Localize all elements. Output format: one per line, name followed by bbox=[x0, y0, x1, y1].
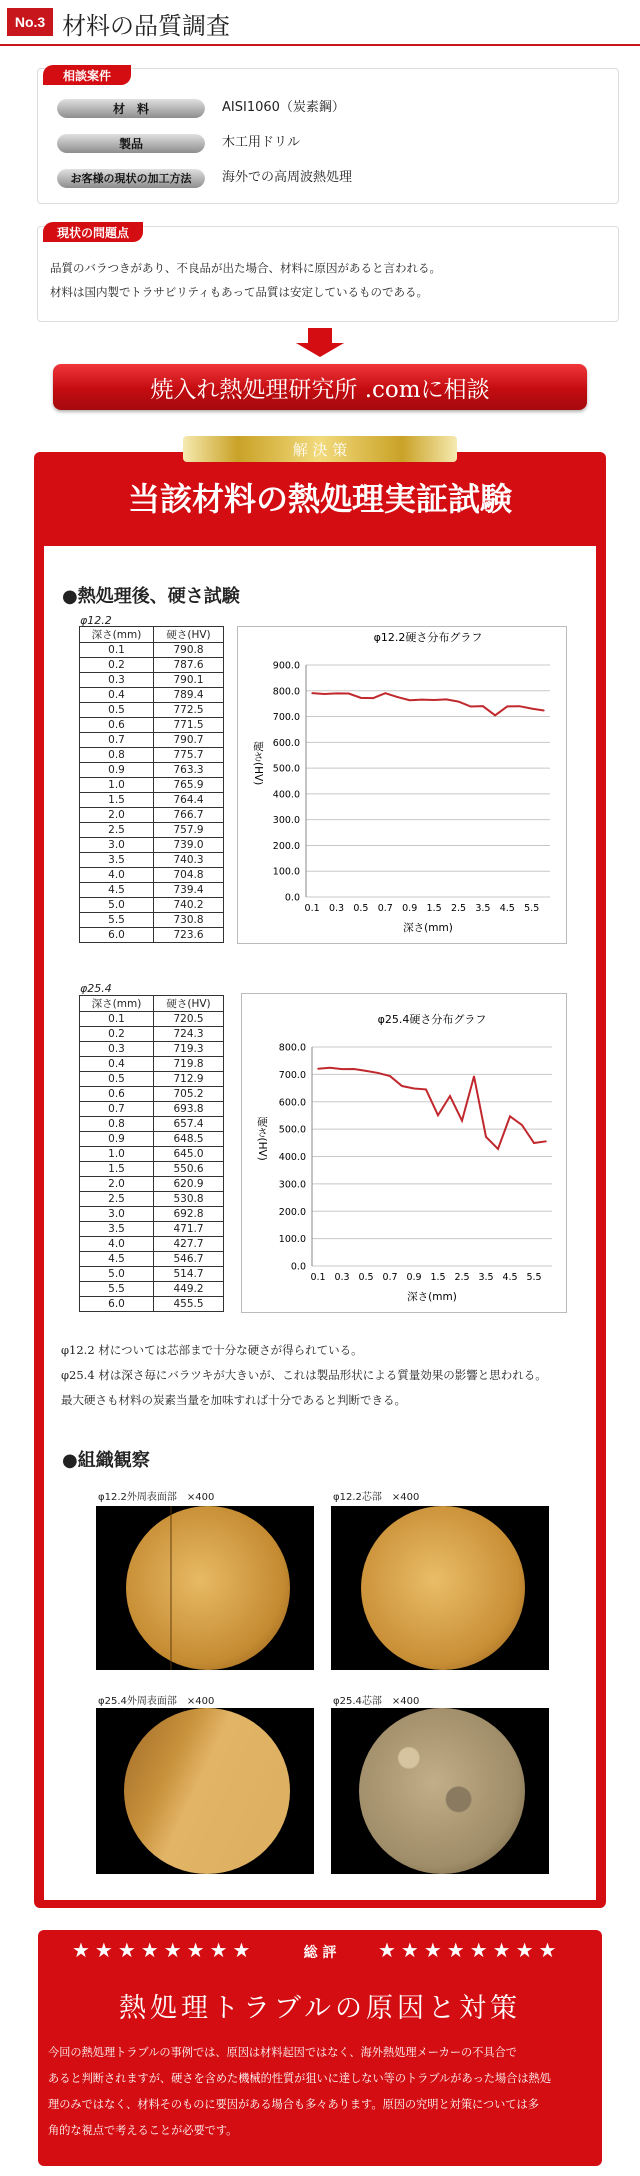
cell-depth: 2.5 bbox=[80, 1192, 154, 1207]
cell-hardness: 449.2 bbox=[154, 1282, 224, 1297]
y-tick-label: 600.0 bbox=[278, 1097, 306, 1109]
y-tick-label: 300.0 bbox=[278, 1179, 306, 1191]
cell-hardness: 427.7 bbox=[154, 1237, 224, 1252]
consult-label: 相談案件 bbox=[43, 65, 131, 85]
chart-phi25-svg bbox=[242, 994, 568, 1314]
data-point bbox=[446, 699, 448, 701]
data-point bbox=[365, 1070, 367, 1072]
y-tick-label: 200.0 bbox=[278, 1206, 306, 1218]
table-row bbox=[80, 1132, 224, 1147]
x-tick-label: 1.5 bbox=[426, 903, 442, 914]
table-row bbox=[80, 1027, 224, 1042]
cell-hardness: 772.5 bbox=[154, 703, 224, 718]
solution-tab: 解 決 策 bbox=[183, 436, 457, 462]
series-line bbox=[312, 693, 544, 715]
cell-hardness: 764.4 bbox=[154, 793, 224, 808]
cell-depth: 2.0 bbox=[80, 808, 154, 823]
cell-hardness: 硬さ(HV) bbox=[154, 627, 224, 643]
y-axis-label: 硬さ(HV) bbox=[256, 1116, 268, 1161]
data-point bbox=[545, 1141, 547, 1143]
data-point bbox=[437, 1114, 439, 1116]
x-tick-label: 0.7 bbox=[382, 1272, 398, 1283]
cell-depth: 0.1 bbox=[80, 1012, 154, 1027]
cell-hardness: 693.8 bbox=[154, 1102, 224, 1117]
data-point bbox=[353, 1068, 355, 1070]
table-row bbox=[80, 1207, 224, 1222]
data-point bbox=[360, 697, 362, 699]
data-point bbox=[543, 710, 545, 712]
table-row bbox=[80, 1267, 224, 1282]
data-point bbox=[485, 1136, 487, 1138]
field-label-method: お客様の現状の加工方法 bbox=[57, 168, 205, 188]
hardness-table-phi12 bbox=[79, 626, 224, 943]
cell-depth: 0.2 bbox=[80, 1027, 154, 1042]
cell-depth: 深さ(mm) bbox=[80, 627, 154, 643]
cell-hardness: 硬さ(HV) bbox=[154, 996, 224, 1012]
data-point bbox=[385, 692, 387, 694]
cell-hardness: 705.2 bbox=[154, 1087, 224, 1102]
cell-hardness: 657.4 bbox=[154, 1117, 224, 1132]
x-axis-label: 深さ(mm) bbox=[403, 922, 453, 934]
x-tick-label: 0.7 bbox=[377, 903, 393, 914]
table-row bbox=[80, 1117, 224, 1132]
cell-depth: 3.0 bbox=[80, 838, 154, 853]
x-tick-label: 0.9 bbox=[402, 903, 418, 914]
table-row bbox=[80, 1252, 224, 1267]
cell-hardness: 620.9 bbox=[154, 1177, 224, 1192]
cell-depth: 1.5 bbox=[80, 1162, 154, 1177]
cell-depth: 0.9 bbox=[80, 1132, 154, 1147]
x-tick-label: 0.1 bbox=[310, 1272, 326, 1283]
cell-depth: 0.3 bbox=[80, 1042, 154, 1057]
cell-hardness: 550.6 bbox=[154, 1162, 224, 1177]
cell-hardness: 712.9 bbox=[154, 1072, 224, 1087]
cell-hardness: 739.0 bbox=[154, 838, 224, 853]
cell-depth: 3.0 bbox=[80, 1207, 154, 1222]
problem-text: 品質のバラつきがあり、不良品が出た場合、材料に原因があると言われる。 材料は国内製でトラサビリティもあって品質は安定しているものである。 bbox=[50, 261, 441, 299]
cell-depth: 0.5 bbox=[80, 1072, 154, 1087]
cell-hardness: 775.7 bbox=[154, 748, 224, 763]
data-point bbox=[425, 1089, 427, 1091]
data-point bbox=[473, 1076, 475, 1078]
cell-depth: 5.0 bbox=[80, 1267, 154, 1282]
cell-hardness: 771.5 bbox=[154, 718, 224, 733]
y-tick-label: 600.0 bbox=[272, 737, 300, 749]
cell-depth: 0.4 bbox=[80, 688, 154, 703]
micrograph-phi12-surface bbox=[96, 1506, 314, 1670]
hardness-notes: φ12.2 材については芯部まで十分な硬さが得られている。 φ25.4 材は深さ毎にバラツキが大きいが、これは製品形状による質量効果の影響と思われる。 最大硬さも材料の炭素当量を加味すれば十分であると判断できる。 bbox=[61, 1343, 547, 1407]
cell-depth: 0.6 bbox=[80, 718, 154, 733]
cell-depth: 5.5 bbox=[80, 913, 154, 928]
data-point bbox=[389, 1075, 391, 1077]
y-tick-label: 0.0 bbox=[284, 892, 300, 904]
x-tick-label: 0.9 bbox=[406, 1272, 422, 1283]
cell-hardness: 719.3 bbox=[154, 1042, 224, 1057]
x-tick-label: 0.3 bbox=[328, 903, 345, 914]
chart-title: φ12.2硬さ分布グラフ bbox=[373, 631, 483, 644]
y-tick-label: 700.0 bbox=[272, 712, 300, 724]
photo-caption-3: φ25.4外周表面部 ×400 bbox=[98, 1696, 215, 1707]
cell-depth: 3.5 bbox=[80, 1222, 154, 1237]
hardness-table-phi25 bbox=[79, 995, 224, 1312]
y-tick-label: 500.0 bbox=[272, 763, 300, 775]
table-row bbox=[80, 1042, 224, 1057]
table-row bbox=[80, 643, 224, 658]
data-point bbox=[324, 693, 326, 695]
table-header-row bbox=[80, 627, 224, 643]
cell-depth: 1.0 bbox=[80, 778, 154, 793]
data-point bbox=[533, 1142, 535, 1144]
table-row bbox=[80, 883, 224, 898]
y-tick-label: 100.0 bbox=[278, 1234, 306, 1246]
data-point bbox=[311, 692, 313, 694]
arrow-down-icon bbox=[308, 328, 332, 344]
table-header-row bbox=[80, 996, 224, 1012]
field-label-material: 材 料 bbox=[57, 98, 205, 118]
data-point bbox=[409, 699, 411, 701]
cell-depth: 0.2 bbox=[80, 658, 154, 673]
cell-depth: 0.5 bbox=[80, 703, 154, 718]
cell-hardness: 514.7 bbox=[154, 1267, 224, 1282]
data-point bbox=[521, 1124, 523, 1126]
cell-hardness: 455.5 bbox=[154, 1297, 224, 1312]
cell-depth: 3.5 bbox=[80, 853, 154, 868]
cell-depth: 4.5 bbox=[80, 883, 154, 898]
x-tick-label: 0.5 bbox=[358, 1272, 374, 1283]
header-badge: No.3 bbox=[7, 8, 53, 36]
table-row bbox=[80, 913, 224, 928]
x-tick-label: 3.5 bbox=[478, 1272, 494, 1283]
photo-caption-1: φ12.2外周表面部 ×400 bbox=[98, 1492, 215, 1503]
table-row bbox=[80, 808, 224, 823]
y-tick-label: 800.0 bbox=[278, 1042, 306, 1054]
cell-depth: 4.5 bbox=[80, 1252, 154, 1267]
table-row bbox=[80, 1237, 224, 1252]
cell-hardness: 790.8 bbox=[154, 643, 224, 658]
header-divider bbox=[0, 44, 640, 46]
table-row bbox=[80, 898, 224, 913]
data-point bbox=[397, 696, 399, 698]
cell-hardness: 739.4 bbox=[154, 883, 224, 898]
data-point bbox=[494, 715, 496, 717]
table-row bbox=[80, 1072, 224, 1087]
cell-depth: 0.3 bbox=[80, 673, 154, 688]
data-point bbox=[461, 1120, 463, 1122]
table-row bbox=[80, 823, 224, 838]
data-point bbox=[329, 1067, 331, 1069]
table-row bbox=[80, 1222, 224, 1237]
y-tick-label: 300.0 bbox=[272, 815, 300, 827]
problem-label: 現状の問題点 bbox=[43, 222, 143, 242]
cell-hardness: 740.2 bbox=[154, 898, 224, 913]
table-row bbox=[80, 718, 224, 733]
cell-hardness: 645.0 bbox=[154, 1147, 224, 1162]
x-tick-label: 0.3 bbox=[334, 1272, 350, 1283]
series-line bbox=[318, 1068, 546, 1149]
cell-depth: 0.6 bbox=[80, 1087, 154, 1102]
data-point bbox=[531, 708, 533, 710]
cell-depth: 0.4 bbox=[80, 1057, 154, 1072]
data-point bbox=[421, 699, 423, 701]
data-point bbox=[413, 1088, 415, 1090]
table-row bbox=[80, 838, 224, 853]
micrograph-phi25-surface bbox=[96, 1708, 314, 1874]
review-text: 今回の熱処理トラブルの事例では、原因は材料起因ではなく、海外熱処理メーカーの不具合で あると判断されますが、硬さを含めた機械的性質が狙いに達しない等のトラブルがあった場合は熱処 理のみではなく、材料そのものに要因がある場合も多々あります。原因の究明と対策については多 角的な視点で考えることが必要です。 bbox=[48, 2046, 551, 2137]
cell-depth: 深さ(mm) bbox=[80, 996, 154, 1012]
x-axis-label: 深さ(mm) bbox=[407, 1291, 457, 1303]
cell-depth: 5.0 bbox=[80, 898, 154, 913]
table-row bbox=[80, 928, 224, 943]
chart-phi12 bbox=[237, 626, 567, 944]
cell-hardness: 763.3 bbox=[154, 763, 224, 778]
data-point bbox=[497, 1148, 499, 1150]
x-tick-label: 1.5 bbox=[430, 1272, 446, 1283]
field-value-material: AISI1060（炭素鋼） bbox=[222, 100, 345, 115]
table-row bbox=[80, 868, 224, 883]
page-title: 材料の品質調査 bbox=[62, 12, 230, 40]
data-point bbox=[336, 693, 338, 695]
cell-hardness: 692.8 bbox=[154, 1207, 224, 1222]
cell-hardness: 765.9 bbox=[154, 778, 224, 793]
photo-caption-4: φ25.4芯部 ×400 bbox=[333, 1696, 420, 1707]
cell-hardness: 790.7 bbox=[154, 733, 224, 748]
table-label-phi25: φ25.4 bbox=[80, 982, 112, 995]
field-value-product: 木工用ドリル bbox=[222, 135, 301, 150]
y-tick-label: 400.0 bbox=[278, 1152, 306, 1163]
data-point bbox=[509, 1116, 511, 1118]
cell-hardness: 546.7 bbox=[154, 1252, 224, 1267]
table-row bbox=[80, 763, 224, 778]
x-tick-label: 5.5 bbox=[526, 1272, 542, 1283]
table-row bbox=[80, 733, 224, 748]
x-tick-label: 5.5 bbox=[524, 903, 540, 914]
data-point bbox=[458, 701, 460, 703]
data-point bbox=[348, 693, 350, 695]
cell-depth: 6.0 bbox=[80, 928, 154, 943]
cell-hardness: 730.8 bbox=[154, 913, 224, 928]
cell-depth: 1.5 bbox=[80, 793, 154, 808]
table-row bbox=[80, 1192, 224, 1207]
cell-hardness: 471.7 bbox=[154, 1222, 224, 1237]
y-tick-label: 800.0 bbox=[272, 686, 300, 698]
data-point bbox=[449, 1095, 451, 1097]
field-value-method: 海外での高周波熱処理 bbox=[222, 170, 353, 185]
cell-hardness: 648.5 bbox=[154, 1132, 224, 1147]
data-point bbox=[317, 1068, 319, 1070]
x-tick-label: 3.5 bbox=[475, 903, 491, 914]
cell-hardness: 740.3 bbox=[154, 853, 224, 868]
cell-hardness: 530.8 bbox=[154, 1192, 224, 1207]
micrograph-phi25-core bbox=[331, 1708, 549, 1874]
data-point bbox=[433, 699, 435, 701]
table-label-phi12: φ12.2 bbox=[80, 614, 112, 627]
data-point bbox=[470, 706, 472, 708]
y-tick-label: 400.0 bbox=[272, 789, 300, 801]
cell-depth: 0.8 bbox=[80, 1117, 154, 1132]
cell-depth: 4.0 bbox=[80, 1237, 154, 1252]
x-tick-label: 0.5 bbox=[353, 903, 369, 914]
x-tick-label: 4.5 bbox=[502, 1272, 518, 1283]
y-axis-label: 硬さ(HV) bbox=[252, 741, 264, 786]
table-row bbox=[80, 793, 224, 808]
stars-left-icon: ★★★★★★★★ bbox=[72, 1938, 256, 1962]
chart-phi25 bbox=[241, 993, 567, 1313]
field-label-product: 製品 bbox=[57, 133, 205, 153]
cell-hardness: 720.5 bbox=[154, 1012, 224, 1027]
table-row bbox=[80, 688, 224, 703]
table-row bbox=[80, 703, 224, 718]
table-row bbox=[80, 658, 224, 673]
arrow-head bbox=[296, 343, 344, 357]
data-point bbox=[482, 705, 484, 707]
cell-hardness: 766.7 bbox=[154, 808, 224, 823]
table-row bbox=[80, 778, 224, 793]
data-point bbox=[401, 1085, 403, 1087]
stars-right-icon: ★★★★★★★★ bbox=[378, 1938, 562, 1962]
table-row bbox=[80, 1147, 224, 1162]
cell-hardness: 719.8 bbox=[154, 1057, 224, 1072]
table-row bbox=[80, 1012, 224, 1027]
micro-heading: ●組織観察 bbox=[62, 1450, 150, 1471]
y-tick-label: 0.0 bbox=[290, 1261, 306, 1273]
cell-hardness: 723.6 bbox=[154, 928, 224, 943]
cell-hardness: 757.9 bbox=[154, 823, 224, 838]
photo-caption-2: φ12.2芯部 ×400 bbox=[333, 1492, 420, 1503]
data-point bbox=[341, 1068, 343, 1070]
cell-hardness: 724.3 bbox=[154, 1027, 224, 1042]
cell-depth: 0.7 bbox=[80, 1102, 154, 1117]
table-row bbox=[80, 748, 224, 763]
micrograph-phi12-core bbox=[331, 1506, 549, 1670]
x-tick-label: 2.5 bbox=[450, 903, 467, 914]
cell-hardness: 790.1 bbox=[154, 673, 224, 688]
table-row bbox=[80, 673, 224, 688]
table-row bbox=[80, 1057, 224, 1072]
cell-depth: 1.0 bbox=[80, 1147, 154, 1162]
table-row bbox=[80, 1087, 224, 1102]
table-row bbox=[80, 1297, 224, 1312]
y-tick-label: 500.0 bbox=[278, 1124, 306, 1136]
y-tick-label: 100.0 bbox=[272, 866, 300, 878]
data-point bbox=[519, 705, 521, 707]
cell-depth: 0.9 bbox=[80, 763, 154, 778]
data-point bbox=[377, 1072, 379, 1074]
data-point bbox=[507, 706, 509, 708]
consult-banner: 焼入れ熱処理研究所 .comに相談 bbox=[53, 364, 587, 410]
cell-depth: 2.5 bbox=[80, 823, 154, 838]
y-tick-label: 700.0 bbox=[278, 1069, 306, 1081]
x-tick-label: 2.5 bbox=[454, 1272, 470, 1283]
solution-title: 当該材料の熱処理実証試験 bbox=[127, 480, 512, 518]
cell-hardness: 704.8 bbox=[154, 868, 224, 883]
y-tick-label: 200.0 bbox=[272, 840, 300, 852]
review-label: 総 評 bbox=[303, 1945, 337, 1961]
table-row bbox=[80, 1162, 224, 1177]
cell-depth: 0.8 bbox=[80, 748, 154, 763]
x-tick-label: 0.1 bbox=[304, 903, 320, 914]
cell-depth: 2.0 bbox=[80, 1177, 154, 1192]
cell-depth: 5.5 bbox=[80, 1282, 154, 1297]
cell-hardness: 787.6 bbox=[154, 658, 224, 673]
cell-depth: 0.1 bbox=[80, 643, 154, 658]
table-row bbox=[80, 853, 224, 868]
x-tick-label: 4.5 bbox=[499, 903, 515, 914]
hardness-heading: ●熱処理後、硬さ試験 bbox=[62, 586, 240, 607]
table-row bbox=[80, 1102, 224, 1117]
table-row bbox=[80, 1282, 224, 1297]
cell-depth: 0.7 bbox=[80, 733, 154, 748]
chart-title: φ25.4硬さ分布グラフ bbox=[377, 1013, 487, 1026]
cell-depth: 6.0 bbox=[80, 1297, 154, 1312]
y-tick-label: 900.0 bbox=[272, 660, 300, 672]
cell-depth: 4.0 bbox=[80, 868, 154, 883]
table-row bbox=[80, 1177, 224, 1192]
cell-hardness: 789.4 bbox=[154, 688, 224, 703]
review-title: 熱処理トラブルの原因と対策 bbox=[119, 1993, 521, 2024]
chart-phi12-svg bbox=[238, 627, 568, 945]
data-point bbox=[372, 697, 374, 699]
